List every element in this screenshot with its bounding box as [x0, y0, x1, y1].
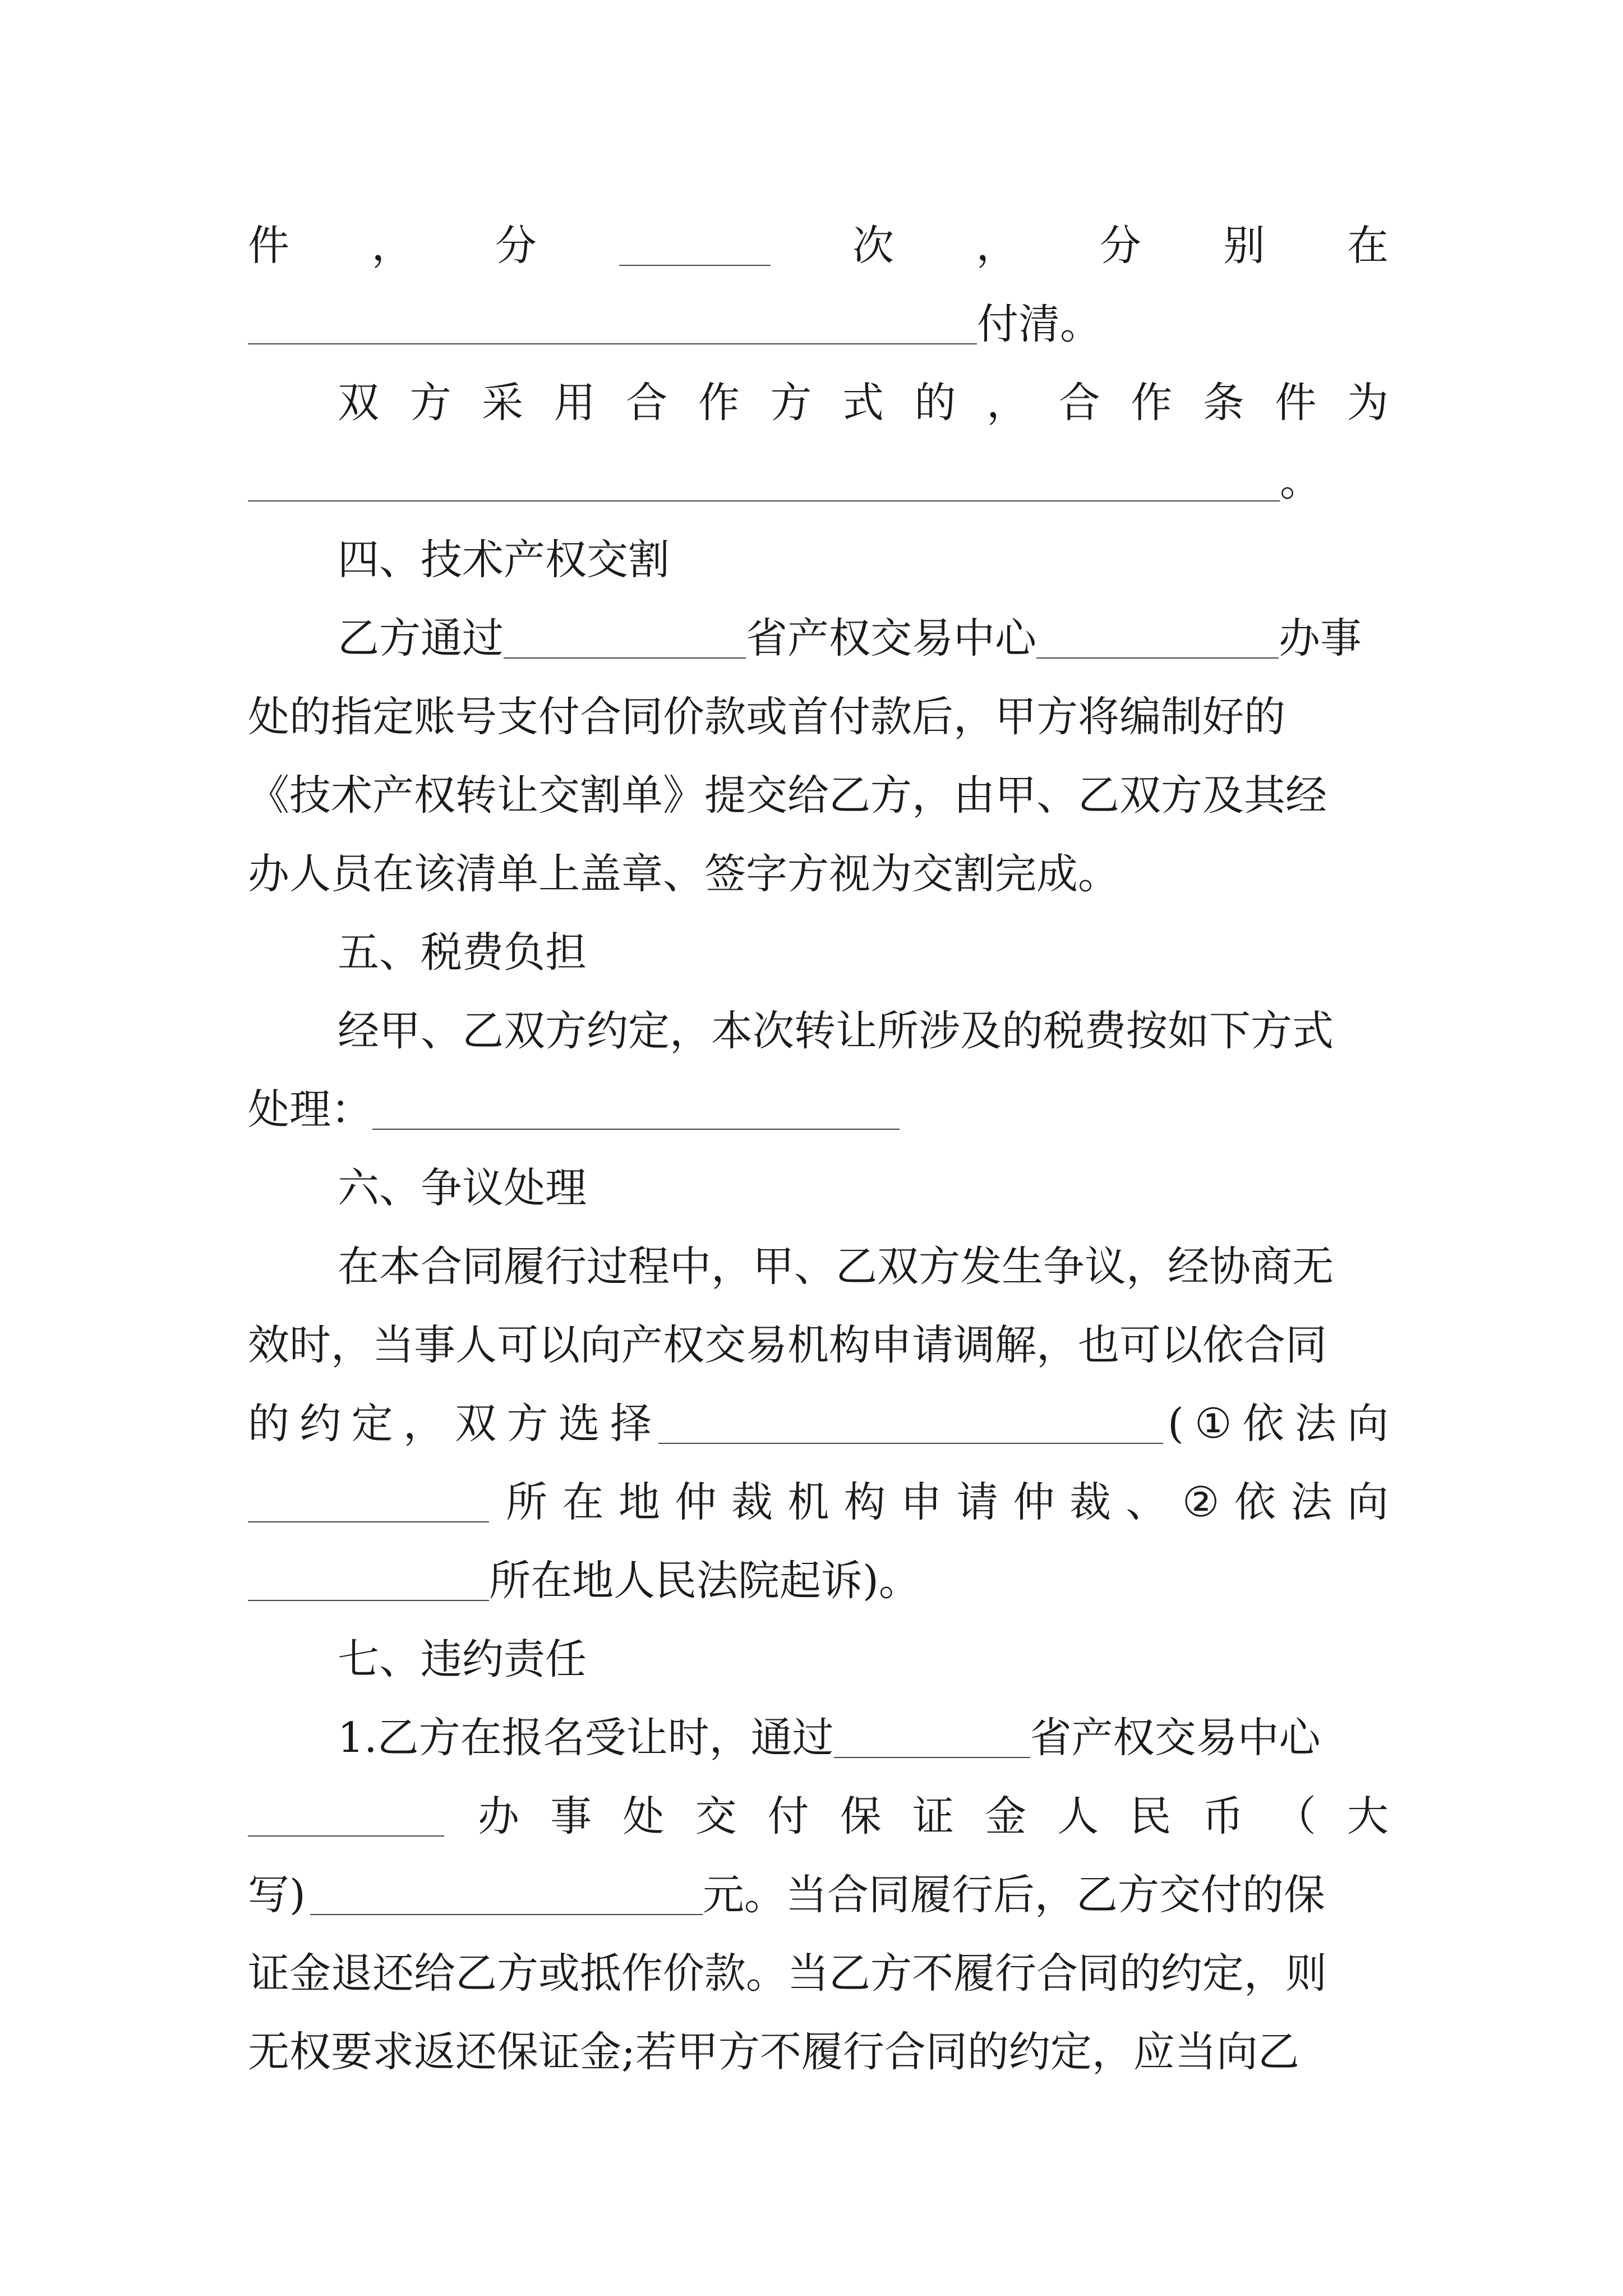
text-char: 约 — [299, 1400, 342, 1448]
section-4-para-line-3: 《技术产权转让交割单》提交给乙方，由甲、乙双方及其经 — [248, 771, 1327, 820]
section-5-title: 五、税费负担 — [338, 928, 587, 977]
text-char: 机 — [787, 1478, 829, 1526]
text-char: 用 — [554, 379, 596, 427]
section-6-para-line-4 — [248, 1463, 1389, 1542]
text-char: 别 — [1223, 222, 1265, 270]
arbitration-text — [506, 1463, 1389, 1542]
text-char: 民 — [1129, 1792, 1172, 1841]
text-char: ， — [371, 222, 413, 270]
text-char: 双 — [338, 379, 379, 427]
text-span: 处理： — [248, 1085, 372, 1134]
text-char: 依 — [1234, 1478, 1276, 1526]
text-char: 币 — [1202, 1792, 1244, 1841]
tax-handling-blank[interactable] — [372, 1089, 900, 1130]
text-char: 方 — [409, 379, 451, 427]
installments-count-blank[interactable] — [619, 226, 771, 266]
text-char: ， — [976, 222, 1018, 270]
text-char: 作 — [698, 379, 740, 427]
text-char: 裁 — [731, 1478, 773, 1526]
section-6-para-line-3 — [248, 1384, 1389, 1463]
payment-deadline-tail: 付清。 — [977, 300, 1101, 348]
text-char: 定 — [351, 1400, 393, 1448]
text-char: 条 — [1202, 379, 1244, 427]
text-span: 1.乙方在报名受让时，通过 — [338, 1714, 834, 1762]
text-char: 双 — [455, 1400, 497, 1448]
text-char: 作 — [1131, 379, 1173, 427]
text-char: 方 — [770, 379, 812, 427]
cooperation-terms-blank-line — [248, 442, 1389, 521]
text-char: ( — [1168, 1400, 1184, 1448]
text-span: 写) — [248, 1871, 306, 1919]
text-char: 付 — [767, 1792, 809, 1841]
text-char: 法 — [1294, 1400, 1336, 1448]
section-6-title: 六、争议处理 — [338, 1164, 587, 1212]
text-char: 仲 — [1013, 1478, 1055, 1526]
dispute-choice-blank[interactable] — [658, 1404, 1163, 1444]
text-char: 次 — [852, 222, 894, 270]
section-6-para-line-1: 在本合同履行过程中，甲、乙双方发生争议，经协商无 — [338, 1243, 1334, 1291]
text-char: 保 — [840, 1792, 882, 1841]
text-char: 式 — [842, 379, 884, 427]
text-span: 所在地人民法院起诉)。 — [489, 1557, 920, 1605]
section-4-para-line-1 — [248, 599, 1389, 678]
text-span: 省产权交易中心 — [746, 614, 1036, 662]
text-char: 为 — [1347, 379, 1389, 427]
text-char: 人 — [1057, 1792, 1099, 1841]
section-6-para-line-2: 效时，当事人可以向产权交易机构申请调解，也可以依合同 — [248, 1321, 1327, 1369]
deposit-office-blank[interactable] — [248, 1796, 444, 1837]
section-7-para-line-4: 证金退还给乙方或抵作价款。当乙方不履行合同的约定，则 — [248, 1949, 1327, 1998]
text-char: 依 — [1242, 1400, 1284, 1448]
text-char: 证 — [912, 1792, 954, 1841]
arbitration-location-blank[interactable] — [248, 1482, 489, 1522]
text-char: ① — [1195, 1400, 1232, 1448]
text-char: 向 — [1347, 1478, 1389, 1526]
text-char: 构 — [844, 1478, 886, 1526]
text-char: ② — [1182, 1478, 1220, 1526]
choice-option-1 — [1168, 1384, 1389, 1463]
deposit-text — [478, 1777, 1389, 1856]
text-span: 省产权交易中心 — [1030, 1714, 1321, 1762]
office-blank[interactable] — [1036, 618, 1279, 659]
payment-installments-line — [248, 206, 1389, 285]
text-span: 办事 — [1279, 614, 1362, 662]
section-7-para-line-2 — [248, 1777, 1389, 1856]
section-6-para-line-5 — [248, 1542, 1389, 1620]
text-char: 、 — [1126, 1478, 1168, 1526]
text-char: 分 — [1100, 222, 1141, 270]
text-char: 裁 — [1069, 1478, 1111, 1526]
text-char: 仲 — [675, 1478, 717, 1526]
text-char: 处 — [623, 1792, 665, 1841]
text-char: 分 — [495, 222, 537, 270]
section-7-title: 七、违约责任 — [338, 1635, 587, 1683]
text-char: 采 — [482, 379, 524, 427]
province-blank[interactable] — [504, 618, 746, 659]
cooperation-terms-blank[interactable] — [248, 461, 1280, 501]
text-char: 的 — [914, 379, 956, 427]
deposit-province-blank[interactable] — [834, 1718, 1030, 1758]
section-4-title: 四、技术产权交割 — [338, 536, 670, 584]
text-char: 件 — [1275, 379, 1317, 427]
deposit-amount-blank[interactable] — [310, 1875, 703, 1915]
text-char: 合 — [1058, 379, 1100, 427]
section-5-para-line-2 — [248, 1070, 1389, 1149]
payment-deadline-line — [248, 285, 1389, 364]
section-7-para-line-1 — [248, 1699, 1389, 1777]
text-span: 元。当合同履行后，乙方交付的保 — [702, 1871, 1325, 1919]
text-char: 在 — [562, 1478, 604, 1526]
text-char: （ — [1274, 1792, 1316, 1841]
text-char: 法 — [1290, 1478, 1332, 1526]
text-char: ， — [403, 1400, 445, 1448]
text-char: 向 — [1347, 1400, 1389, 1448]
text-char: 地 — [619, 1478, 660, 1526]
text-char: 请 — [957, 1478, 998, 1526]
section-7-para-line-5: 无权要求返还保证金;若甲方不履行合同的约定，应当向乙 — [248, 2028, 1299, 2076]
text-char: 的 — [248, 1400, 289, 1448]
text-char: 大 — [1347, 1792, 1389, 1841]
section-4-para-line-4: 办人员在该清单上盖章、签字方视为交割完成。 — [248, 850, 1119, 898]
text-char: 在 — [1347, 222, 1389, 270]
payment-deadline-blank[interactable] — [248, 304, 977, 344]
text-char: 办 — [478, 1792, 519, 1841]
text-char: 交 — [695, 1792, 737, 1841]
text-char: 申 — [900, 1478, 942, 1526]
text-char: 件 — [248, 222, 289, 270]
text-char: 事 — [550, 1792, 592, 1841]
period: 。 — [1280, 457, 1321, 505]
text-char: 所 — [506, 1478, 547, 1526]
text-char: 金 — [985, 1792, 1027, 1841]
text-char: 方 — [506, 1400, 548, 1448]
text-char: 合 — [626, 379, 668, 427]
text-span: 乙方通过 — [338, 614, 504, 662]
section-4-para-line-2: 处的指定账号支付合同价款或首付款后，甲方将编制好的 — [248, 693, 1285, 741]
text-char: ， — [986, 379, 1029, 427]
choice-prefix — [248, 1384, 652, 1463]
cooperation-terms-line — [248, 364, 1389, 442]
section-7-para-line-3 — [248, 1856, 1389, 1934]
text-char: 择 — [610, 1400, 652, 1448]
section-5-para-line-1: 经甲、乙双方约定，本次转让所涉及的税费按如下方式 — [338, 1007, 1334, 1055]
text-char: 选 — [558, 1400, 600, 1448]
court-location-blank[interactable] — [248, 1561, 489, 1601]
